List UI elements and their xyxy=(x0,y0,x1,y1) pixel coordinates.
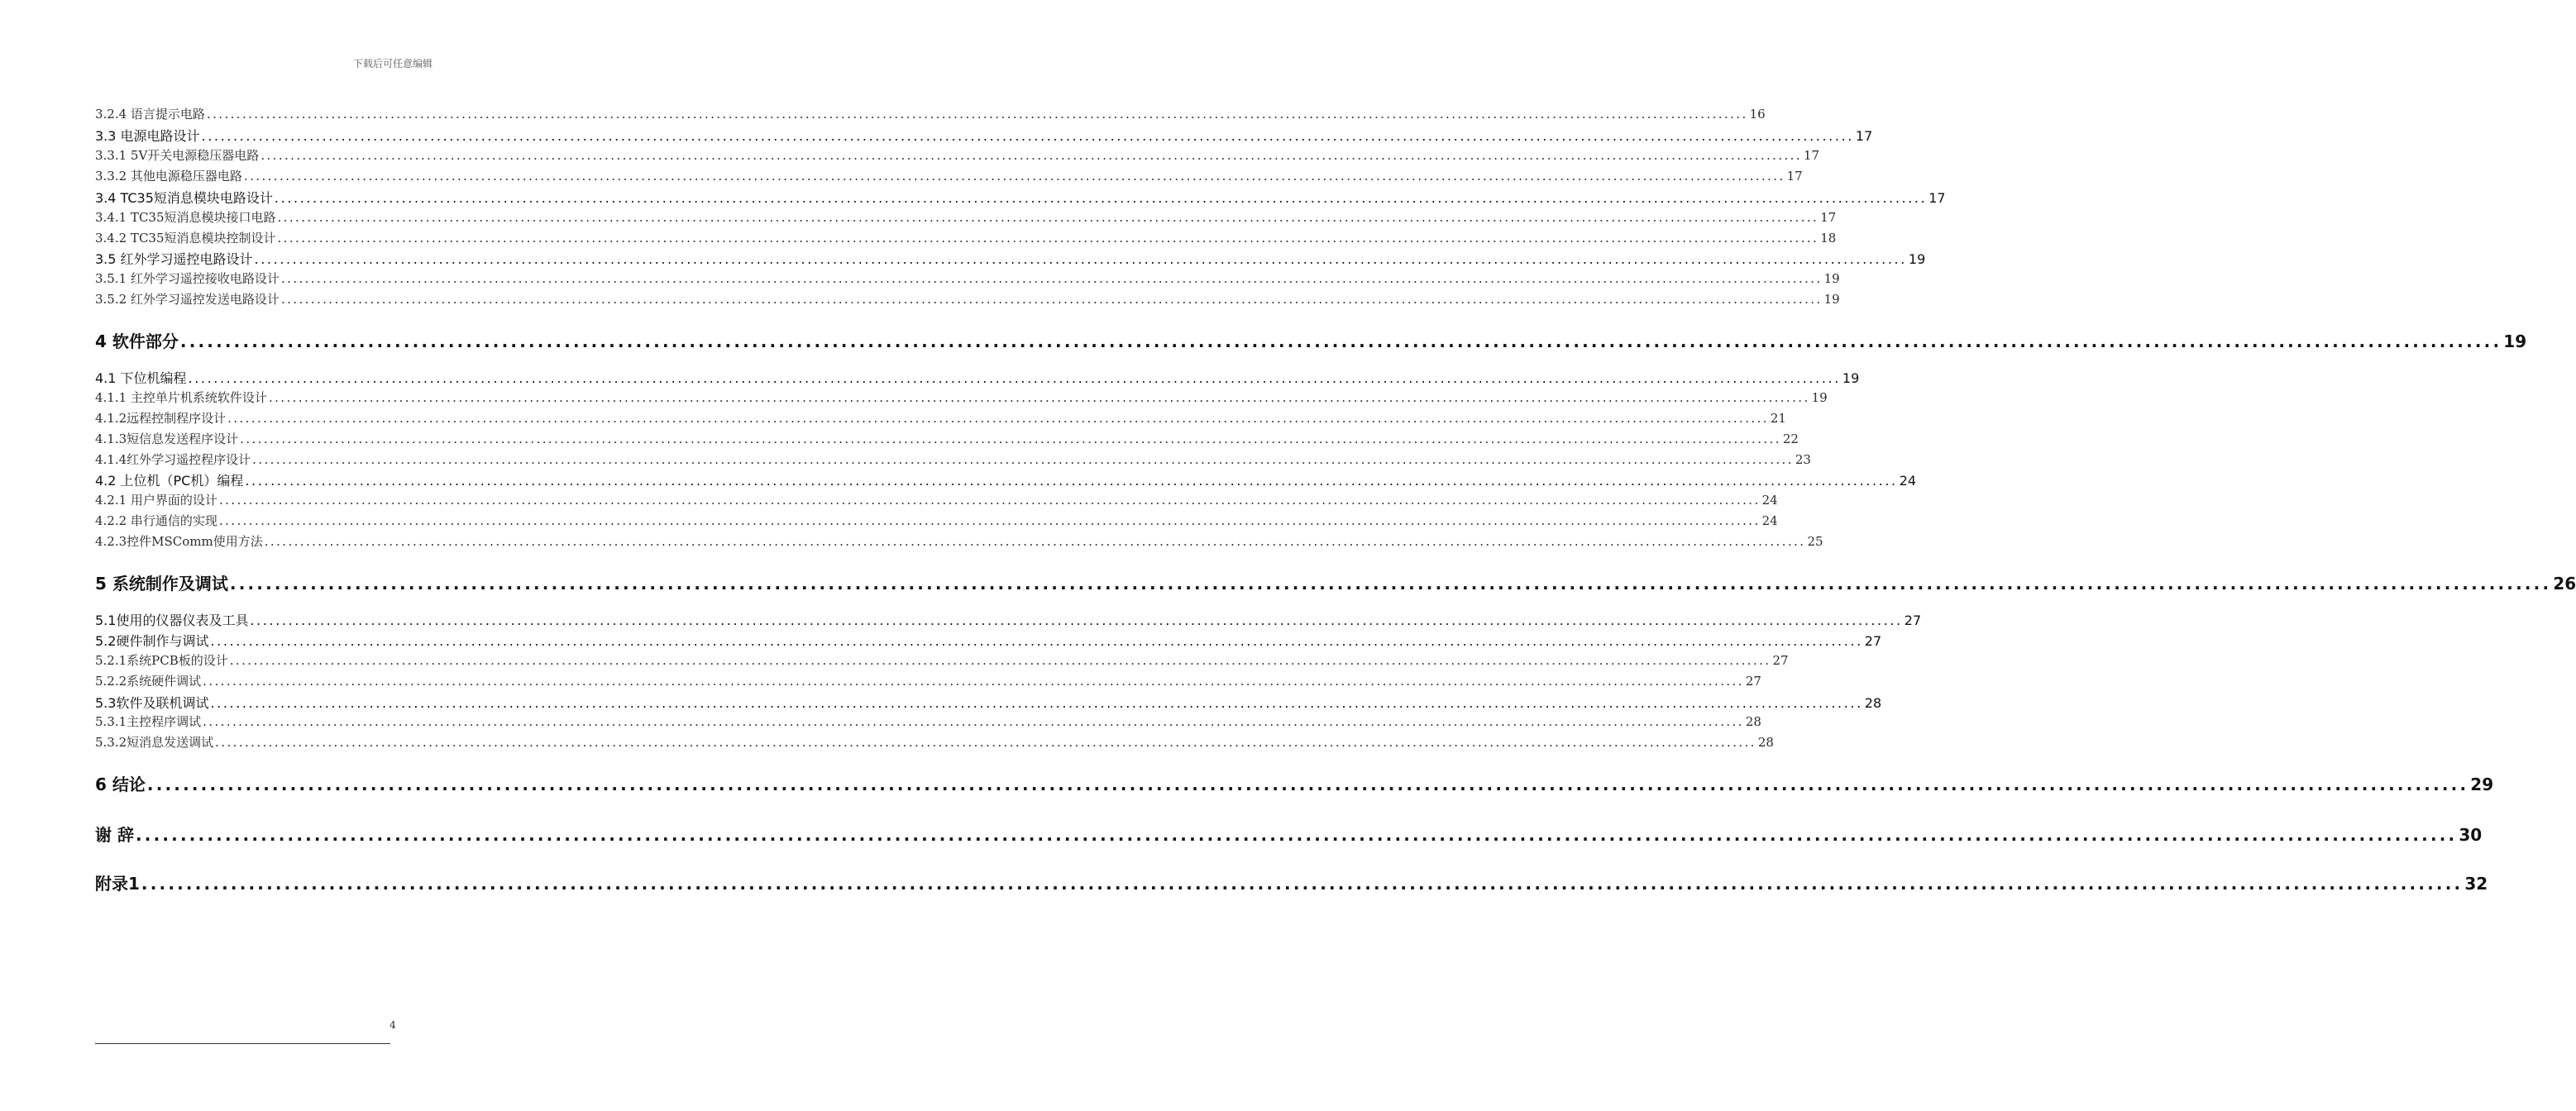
toc-entry-page: 27 xyxy=(1772,653,1789,668)
toc-entry[interactable] xyxy=(95,188,1946,207)
toc-entry[interactable] xyxy=(95,368,1860,387)
toc-dot-leader: .................................................................................................................................................................................................................................................................... xyxy=(274,190,1928,206)
toc-entry-page: 19 xyxy=(1823,292,1840,307)
toc-dot-leader: .................................................................................................................................................................................................................................................................... xyxy=(245,473,1898,489)
toc-dot-leader: .................................................................................................................................................................................................................................................................... xyxy=(264,534,1806,549)
toc-entry[interactable] xyxy=(95,105,1766,122)
toc-entry-title: 4.1.2远程控制程序设计 xyxy=(95,411,227,426)
toc-entry-title: 4.2.1 用户界面的设计 xyxy=(95,493,217,508)
toc-dot-leader: .................................................................................................................................................................................................................................................................... xyxy=(188,370,1841,386)
toc-entry-title: 3.5.2 红外学习遥控发送电路设计 xyxy=(95,292,280,307)
toc-dot-leader: .................................................................................................................................................................................................................................................................... xyxy=(146,775,2469,794)
toc-entry[interactable] xyxy=(95,771,2494,795)
toc-entry-title: 3.4 TC35短消息模块电路设计 xyxy=(95,190,273,206)
toc-entry-page: 24 xyxy=(1761,493,1778,508)
toc-dot-leader: .................................................................................................................................................................................................................................................................... xyxy=(203,674,1744,689)
toc-entry[interactable] xyxy=(95,409,1786,427)
toc-entry-page: 19 xyxy=(2503,331,2527,351)
toc-entry-title: 谢 辞 xyxy=(95,825,134,845)
toc-entry-title: 4.2.3控件MSComm使用方法 xyxy=(95,534,263,549)
toc-entry[interactable] xyxy=(95,870,2488,894)
toc-dot-leader: .................................................................................................................................................................................................................................................................... xyxy=(277,210,1819,225)
toc-entry-title: 5.2.1系统PCB板的设计 xyxy=(95,653,228,668)
toc-entry-title: 4.1.1 主控单片机系统软件设计 xyxy=(95,390,267,405)
toc-dot-leader: .................................................................................................................................................................................................................................................................... xyxy=(135,825,2458,845)
toc-entry-title: 6 结论 xyxy=(95,775,146,794)
toc-entry-title: 3.3.2 其他电源稳压器电路 xyxy=(95,169,242,184)
toc-entry-page: 17 xyxy=(1786,169,1803,184)
toc-entry-page: 29 xyxy=(2470,775,2494,794)
toc-entry[interactable] xyxy=(95,733,1774,751)
toc-entry-title: 5.3.1主控程序调试 xyxy=(95,714,202,729)
toc-dot-leader: .................................................................................................................................................................................................................................................................... xyxy=(240,432,1781,446)
toc-dot-leader: .................................................................................................................................................................................................................................................................... xyxy=(179,331,2502,351)
toc-entry-page: 27 xyxy=(1864,633,1882,649)
toc-entry[interactable] xyxy=(95,126,1873,145)
toc-dot-leader: .................................................................................................................................................................................................................................................................... xyxy=(210,633,1863,649)
toc-entry-page: 27 xyxy=(1745,674,1761,689)
toc-entry-title: 3.2.4 语言提示电路 xyxy=(95,107,205,122)
toc-entry[interactable] xyxy=(95,491,1778,508)
toc-entry-title: 5.3软件及联机调试 xyxy=(95,695,209,711)
toc-entry[interactable] xyxy=(95,249,1926,268)
toc-entry-title: 4.1.4红外学习遥控程序设计 xyxy=(95,452,251,467)
toc-entry-title: 4.2.2 串行通信的实现 xyxy=(95,513,217,528)
toc-entry-title: 3.3 电源电路设计 xyxy=(95,128,200,144)
toc-entry[interactable] xyxy=(95,610,1922,629)
toc-entry[interactable] xyxy=(95,389,1828,406)
toc-entry-page: 17 xyxy=(1820,210,1837,225)
toc-dot-leader: .................................................................................................................................................................................................................................................................... xyxy=(201,128,1854,144)
toc-entry[interactable] xyxy=(95,167,1803,184)
toc-entry-page: 26 xyxy=(2553,574,2576,594)
toc-dot-leader: .................................................................................................................................................................................................................................................................... xyxy=(252,452,1794,467)
toc-dot-leader: .................................................................................................................................................................................................................................................................... xyxy=(260,148,1803,163)
toc-entry-page: 17 xyxy=(1804,148,1820,163)
toc-entry[interactable] xyxy=(95,672,1761,689)
toc-entry-page: 25 xyxy=(1807,534,1823,549)
toc-entry[interactable] xyxy=(95,651,1789,669)
toc-entry[interactable] xyxy=(95,822,2483,846)
toc-dot-leader: .................................................................................................................................................................................................................................................................... xyxy=(215,735,1756,750)
toc-dot-leader: .................................................................................................................................................................................................................................................................... xyxy=(280,292,1823,307)
toc-entry-title: 3.5.1 红外学习遥控接收电路设计 xyxy=(95,271,280,286)
toc-entry-page: 22 xyxy=(1782,432,1799,446)
toc-dot-leader: .................................................................................................................................................................................................................................................................... xyxy=(206,107,1748,122)
toc-entry[interactable] xyxy=(95,693,1882,712)
toc-entry-page: 27 xyxy=(1904,613,1922,628)
toc-entry-title: 4 软件部分 xyxy=(95,331,179,351)
toc-entry-title: 5.3.2短消息发送调试 xyxy=(95,735,214,750)
toc-dot-leader: .................................................................................................................................................................................................................................................................... xyxy=(218,493,1761,508)
toc-entry-title: 3.4.1 TC35短消息模块接口电路 xyxy=(95,210,276,225)
toc-dot-leader: .................................................................................................................................................................................................................................................................... xyxy=(210,695,1863,711)
toc-entry[interactable] xyxy=(95,470,1917,489)
toc-entry[interactable] xyxy=(95,631,1882,650)
toc-entry-title: 附录1 xyxy=(95,874,140,894)
toc-entry[interactable] xyxy=(95,208,1837,226)
toc-entry-page: 16 xyxy=(1749,107,1766,122)
toc-entry[interactable] xyxy=(95,713,1761,730)
toc-dot-leader: .................................................................................................................................................................................................................................................................... xyxy=(243,169,1785,184)
toc-entry-title: 4.1 下位机编程 xyxy=(95,370,187,386)
toc-dot-leader: .................................................................................................................................................................................................................................................................... xyxy=(254,251,1907,267)
toc-entry[interactable] xyxy=(95,290,1840,308)
toc-entry-title: 3.3.1 5V开关电源稳压器电路 xyxy=(95,148,260,163)
toc-entry[interactable] xyxy=(95,146,1820,164)
page-header: 下载后可任意编辑 xyxy=(352,58,433,69)
toc-entry[interactable] xyxy=(95,451,1811,468)
toc-entry-page: 28 xyxy=(1864,695,1882,711)
toc-entry-page: 17 xyxy=(1855,128,1873,144)
toc-entry-page: 18 xyxy=(1820,231,1837,246)
toc-entry-page: 19 xyxy=(1823,271,1840,286)
toc-entry-page: 21 xyxy=(1770,411,1786,426)
toc-dot-leader: .................................................................................................................................................................................................................................................................... xyxy=(229,653,1771,668)
page-number: 4 xyxy=(390,1019,396,1031)
toc-entry-title: 5 系统制作及调试 xyxy=(95,574,228,594)
toc-entry-page: 19 xyxy=(1842,370,1860,386)
toc-entry[interactable] xyxy=(95,532,1823,550)
toc-entry[interactable] xyxy=(95,430,1799,447)
toc-entry-title: 3.4.2 TC35短消息模块控制设计 xyxy=(95,231,276,246)
toc-dot-leader: .................................................................................................................................................................................................................................................................... xyxy=(277,231,1819,246)
toc-entry-title: 5.2硬件制作与调试 xyxy=(95,633,209,649)
toc-entry-title: 4.2 上位机（PC机）编程 xyxy=(95,473,244,489)
toc-entry-page: 28 xyxy=(1757,735,1774,750)
toc-entry-page: 24 xyxy=(1761,513,1778,528)
footer-rule xyxy=(95,1043,390,1044)
toc-dot-leader: .................................................................................................................................................................................................................................................................... xyxy=(218,513,1761,528)
toc-entry[interactable] xyxy=(95,512,1778,529)
toc-dot-leader: .................................................................................................................................................................................................................................................................... xyxy=(250,613,1903,628)
toc-entry-page: 24 xyxy=(1899,473,1917,489)
toc-dot-leader: .................................................................................................................................................................................................................................................................... xyxy=(227,411,1769,426)
toc-entry[interactable] xyxy=(95,269,1840,287)
toc-dot-leader: .................................................................................................................................................................................................................................................................... xyxy=(229,574,2552,594)
toc-entry[interactable] xyxy=(95,229,1837,246)
toc-entry[interactable] xyxy=(95,328,2527,352)
toc-entry-page: 32 xyxy=(2464,874,2488,894)
toc-entry-title: 3.5 红外学习遥控电路设计 xyxy=(95,251,253,267)
toc-entry-page: 19 xyxy=(1811,390,1828,405)
toc-entry[interactable] xyxy=(95,570,2576,594)
toc-dot-leader: .................................................................................................................................................................................................................................................................... xyxy=(203,714,1744,729)
toc-entry-page: 19 xyxy=(1908,251,1926,267)
toc-dot-leader: .................................................................................................................................................................................................................................................................... xyxy=(268,390,1810,405)
toc-entry-title: 5.2.2系统硬件调试 xyxy=(95,674,202,689)
toc-dot-leader: .................................................................................................................................................................................................................................................................... xyxy=(280,271,1823,286)
toc-entry-page: 30 xyxy=(2459,825,2483,845)
toc-entry-title: 5.1使用的仪器仪表及工具 xyxy=(95,613,249,628)
toc-entry-page: 23 xyxy=(1795,452,1811,467)
toc-entry-title: 4.1.3短信息发送程序设计 xyxy=(95,432,239,446)
toc-entry-page: 28 xyxy=(1745,714,1761,729)
toc-dot-leader: .................................................................................................................................................................................................................................................................... xyxy=(141,874,2464,894)
toc-entry-page: 17 xyxy=(1928,190,1946,206)
